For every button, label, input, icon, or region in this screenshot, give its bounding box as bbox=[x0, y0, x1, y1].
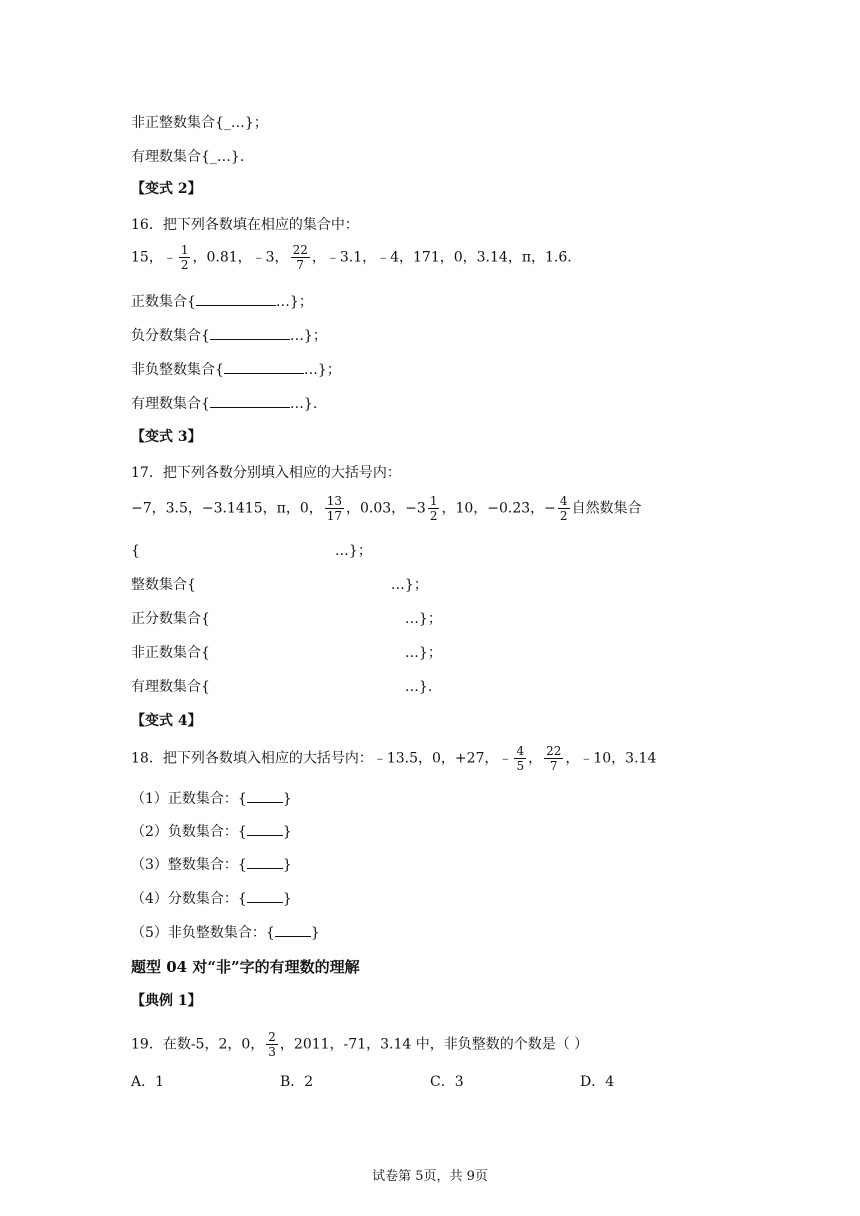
set-label: 正数集合{ bbox=[131, 294, 196, 310]
set-line-rational: 有理数集合{_…}. bbox=[131, 149, 245, 165]
set-label: 整数集合{ bbox=[131, 577, 196, 593]
fraction-denominator: 2 bbox=[180, 258, 189, 272]
answer-blank[interactable] bbox=[247, 790, 283, 803]
set-tail: } bbox=[282, 824, 292, 840]
numbers-text-c: ，﹣3.1，﹣4，171，0，3.14，π，1.6̇. bbox=[311, 249, 572, 266]
set-tail: …}； bbox=[404, 611, 442, 627]
question-text-c: ，﹣10，3.14 bbox=[565, 750, 657, 767]
set-row-2 bbox=[131, 823, 292, 841]
fraction-denominator: 17 bbox=[326, 509, 343, 523]
set-label: （4）分数集合：{ bbox=[131, 891, 247, 907]
set-integer bbox=[131, 576, 428, 594]
question-16: 16．把下列各数填在相应的集合中： bbox=[131, 217, 359, 233]
answer-blank[interactable] bbox=[247, 856, 283, 869]
numbers-text-a: 15，﹣ bbox=[131, 249, 177, 266]
set-tail: …}； bbox=[275, 294, 313, 310]
fraction-4-5 bbox=[514, 744, 526, 773]
set-row-4 bbox=[131, 890, 292, 908]
set-label: （1）正数集合：{ bbox=[131, 791, 247, 807]
answer-blank[interactable] bbox=[224, 361, 304, 374]
set-non-negative-int bbox=[131, 361, 341, 379]
question-text-a: 19．在数-5，2，0， bbox=[131, 1036, 265, 1053]
fraction-numerator: 22 bbox=[546, 744, 562, 758]
answer-blank[interactable] bbox=[247, 890, 283, 903]
answer-blank[interactable] bbox=[210, 327, 290, 340]
fraction-2-3 bbox=[266, 1030, 278, 1059]
choice-c[interactable]: C．3 bbox=[430, 1074, 464, 1090]
set-row-5 bbox=[131, 924, 320, 942]
numbers-text-c: ，10，−0.2̇3̇，− bbox=[441, 500, 556, 517]
fraction-denominator: 2 bbox=[429, 509, 438, 523]
fraction-22-7 bbox=[544, 744, 563, 773]
set-label: 非负整数集合{ bbox=[131, 362, 224, 378]
set-open-brace: { bbox=[131, 543, 140, 559]
fraction-22-7 bbox=[291, 243, 310, 272]
fraction-1-2 bbox=[428, 494, 440, 523]
question-16-numbers bbox=[131, 243, 572, 272]
set-rational bbox=[131, 395, 317, 413]
set-row-3 bbox=[131, 856, 292, 874]
fraction-numerator: 4 bbox=[516, 744, 525, 758]
set-negative-fraction bbox=[131, 327, 327, 345]
variant4-heading: 【变式 4】 bbox=[131, 713, 202, 729]
fraction-13-17 bbox=[325, 494, 344, 523]
set-label: （5）非负整数集合：{ bbox=[131, 925, 275, 941]
fraction-numerator: 1 bbox=[180, 243, 189, 257]
set-rational-3 bbox=[131, 678, 432, 696]
set-tail: } bbox=[310, 925, 320, 941]
choice-d[interactable]: D．4 bbox=[580, 1074, 615, 1090]
choice-a[interactable]: A．1 bbox=[131, 1074, 165, 1090]
question-text-a: 18．把下列各数填入相应的大括号内：﹣13.5，0，+27，﹣ bbox=[131, 750, 513, 767]
section-title: 题型 04 对“非”字的有理数的理解 bbox=[131, 958, 360, 976]
fraction-numerator: 13 bbox=[326, 494, 343, 508]
fraction-4-2 bbox=[558, 494, 570, 523]
question-text-b: ，2011，-71，3.14 中，非负整数的个数是（ ） bbox=[279, 1036, 589, 1053]
set-non-positive bbox=[131, 644, 442, 662]
set-positive bbox=[131, 293, 313, 311]
fraction-numerator: 2 bbox=[268, 1030, 276, 1044]
fraction-denominator: 2 bbox=[559, 509, 568, 523]
question-text-b: ， bbox=[528, 750, 543, 767]
question-18 bbox=[131, 744, 656, 773]
set-tail: …}. bbox=[289, 396, 318, 412]
answer-blank[interactable] bbox=[275, 924, 311, 937]
set-natural bbox=[131, 542, 372, 560]
page-footer: 试卷第 5页，共 9页 bbox=[372, 1169, 488, 1184]
fraction-numerator: 4 bbox=[559, 494, 568, 508]
natural-set-label: 自然数集合 bbox=[571, 500, 642, 517]
fraction-denominator: 7 bbox=[296, 258, 305, 272]
set-label: （2）负数集合：{ bbox=[131, 824, 247, 840]
set-tail: } bbox=[282, 891, 292, 907]
fraction-denominator: 3 bbox=[268, 1045, 276, 1059]
fraction-1-2 bbox=[179, 243, 191, 272]
set-label: 正分数集合{ bbox=[131, 611, 210, 627]
numbers-text-a: −7，3.5，−3.1415，π，0， bbox=[131, 500, 323, 517]
set-row-1 bbox=[131, 790, 292, 808]
set-tail: …}； bbox=[390, 577, 428, 593]
answer-blank[interactable] bbox=[210, 395, 290, 408]
question-17: 17．把下列各数分别填入相应的大括号内： bbox=[131, 465, 401, 481]
example-heading: 【典例 1】 bbox=[131, 993, 202, 1009]
numbers-text-b: ，0.03，−3 bbox=[346, 500, 426, 517]
set-positive-fraction bbox=[131, 610, 442, 628]
set-line-non-positive-int: 非正整数集合{_…}； bbox=[131, 115, 268, 131]
variant2-heading: 【变式 2】 bbox=[131, 181, 202, 197]
fraction-numerator: 22 bbox=[292, 243, 308, 257]
numbers-text-b: ，0.81，﹣3， bbox=[192, 249, 289, 266]
question-17-numbers bbox=[131, 494, 642, 523]
answer-blank[interactable] bbox=[247, 823, 283, 836]
choice-b[interactable]: B．2 bbox=[280, 1074, 314, 1090]
question-19 bbox=[131, 1030, 588, 1059]
set-tail: …}； bbox=[289, 328, 327, 344]
fraction-denominator: 5 bbox=[516, 759, 525, 773]
set-label: 负分数集合{ bbox=[131, 328, 210, 344]
set-label: （3）整数集合：{ bbox=[131, 857, 247, 873]
variant3-heading: 【变式 3】 bbox=[131, 429, 202, 445]
set-label: 有理数集合{ bbox=[131, 679, 210, 695]
answer-blank[interactable] bbox=[196, 293, 276, 306]
set-label: 非正数集合{ bbox=[131, 645, 210, 661]
set-tail: …}； bbox=[404, 645, 442, 661]
set-label: 有理数集合{ bbox=[131, 396, 210, 412]
set-tail: } bbox=[282, 791, 292, 807]
fraction-denominator: 7 bbox=[549, 759, 558, 773]
fraction-numerator: 1 bbox=[429, 494, 438, 508]
set-tail: …}； bbox=[303, 362, 341, 378]
set-tail: …}. bbox=[404, 679, 433, 695]
set-tail: …}； bbox=[334, 543, 372, 559]
set-tail: } bbox=[282, 857, 292, 873]
